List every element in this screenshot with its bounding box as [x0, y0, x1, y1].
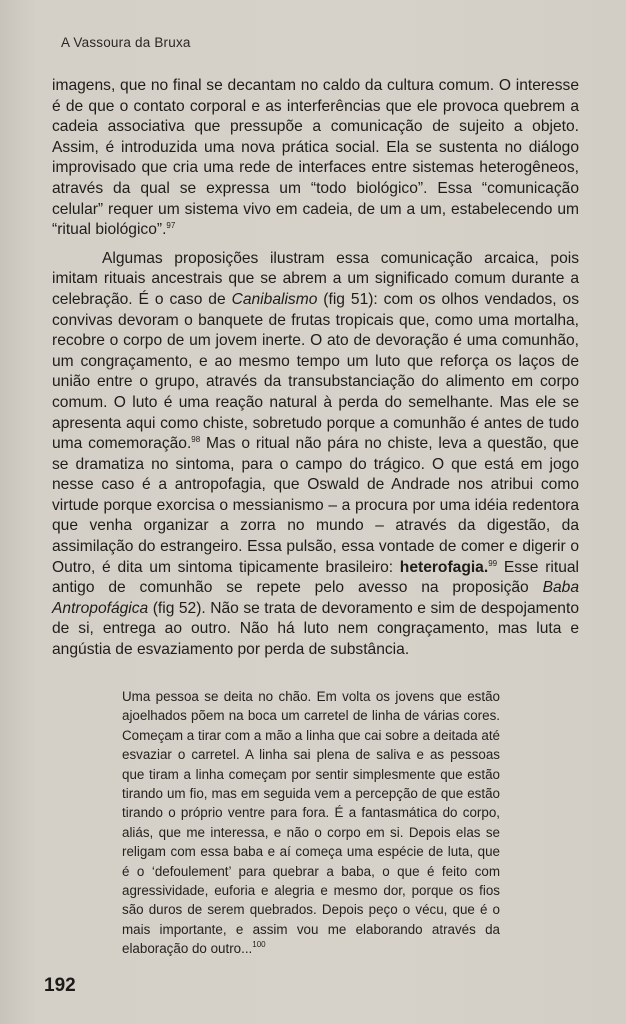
paragraph-2-text-1: Algumas proposições ilustram essa comunicação arcaica, pois imitam rituais ancestrais que se abrem a um significado comum durante a celebração. É o caso de	[52, 249, 579, 308]
page-number: 192	[44, 975, 76, 996]
paragraph-1-text: imagens, que no final se decantam no caldo da cultura comum. O interesse é de que o contato corporal e as interferências que ele provoca quebrem a cadeia associativa que pressupõe a comunicação de sujeito a objeto. Assim, é introduzida uma nova prática social. Ela se sustenta no diálogo improvisado que cria uma rede de interfaces entre sistemas heterogêneos, através da qual se expressa um “todo biológico”. Essa “comunicação celular” requer um sistema vivo em cadeia, de um a um, estabelecendo um “ritual biológico”.	[52, 77, 579, 239]
paragraph-1	[52, 76, 579, 241]
work-title-canibalismo: Canibalismo	[231, 290, 318, 308]
work-title-baba-antropofagica: Baba Antropofágica	[52, 579, 579, 617]
quote-text: Uma pessoa se deita no chão. Em volta os jovens que estão ajoelhados põem na boca um carretel de linha de várias cores. Começam a tirar com a mão a linha que cai sobre a deitada até esvaziar o carretel. A linha sai plena de saliva e as pessoas que tiram a linha começam por sentir simplesmente que estão tirando um fio, mas em seguida vem a percepção de que estão tirando o próprio ventre para fora. É a fantasmática do corpo, aliás, que me interessa, e não o corpo em si. Depois elas se religam com essa baba e aí começa uma espécie de luta, que é o ‘defoulement’ para quebrar a baba, o que é feito com agressividade, euforia e alegria e mesmo dor, porque os fios são duros de serem quebrados. Depois peço o vécu, que é o mais importante, e assim vou me elaborando através da elaboração do outro...	[122, 689, 500, 957]
footnote-ref-99[interactable]: 99	[488, 558, 498, 568]
paragraph-2-text-4: Esse ritual antigo de comunhão se repete pelo avesso na proposição	[52, 558, 579, 597]
quote-paragraph	[122, 687, 500, 959]
body-text	[52, 76, 579, 661]
footnote-ref-100[interactable]: 100	[252, 940, 266, 950]
paragraph-2	[52, 249, 579, 661]
paragraph-2-text-2: (fig 51): com os olhos vendados, os convivas devoram o banquete de frutas tropicais que, como uma mortalha, recobre o corpo de um jovem inerte. O ato de devoração é uma comunhão, um congraçamento, e ao mesmo tempo um luto que reforça os laços de união entre o grupo, através da transubstanciação do alimento em corpo comum. O luto é uma reação natural à perda do semelhante. Mas ele se apresenta aqui como chiste, sobretudo porque a comunhão é antes de tudo uma comemoração.	[52, 290, 579, 453]
term-heterofagia: heterofagia.	[399, 558, 489, 576]
block-quote	[122, 687, 500, 959]
paragraph-2-text-5: (fig 52). Não se trata de devoramento e sim de despojamento de si, entrega ao outro. Não há luto nem congraçamento, mas luta e angústia de esvaziamento por perda de substância.	[52, 599, 579, 659]
running-head: A Vassoura da Bruxa	[61, 35, 191, 50]
paragraph-2-text-3: Mas o ritual não pára no chiste, leva a questão, que se dramatiza no sintoma, para o campo do trágico. O que está em jogo nesse caso é a antropofagia, que Oswald de Andrade nos atribui como virtude porque exorcisa o messianismo – a procura por uma idéia redentora que venha organizar a zorra no mundo – através da digestão, da assimilação do estrangeiro. Essa pulsão, essa vontade de comer e digerir o Outro, é dita um sintoma tipicamente brasileiro:	[52, 435, 579, 576]
footnote-ref-98[interactable]: 98	[191, 435, 201, 445]
footnote-ref-97[interactable]: 97	[166, 221, 176, 231]
